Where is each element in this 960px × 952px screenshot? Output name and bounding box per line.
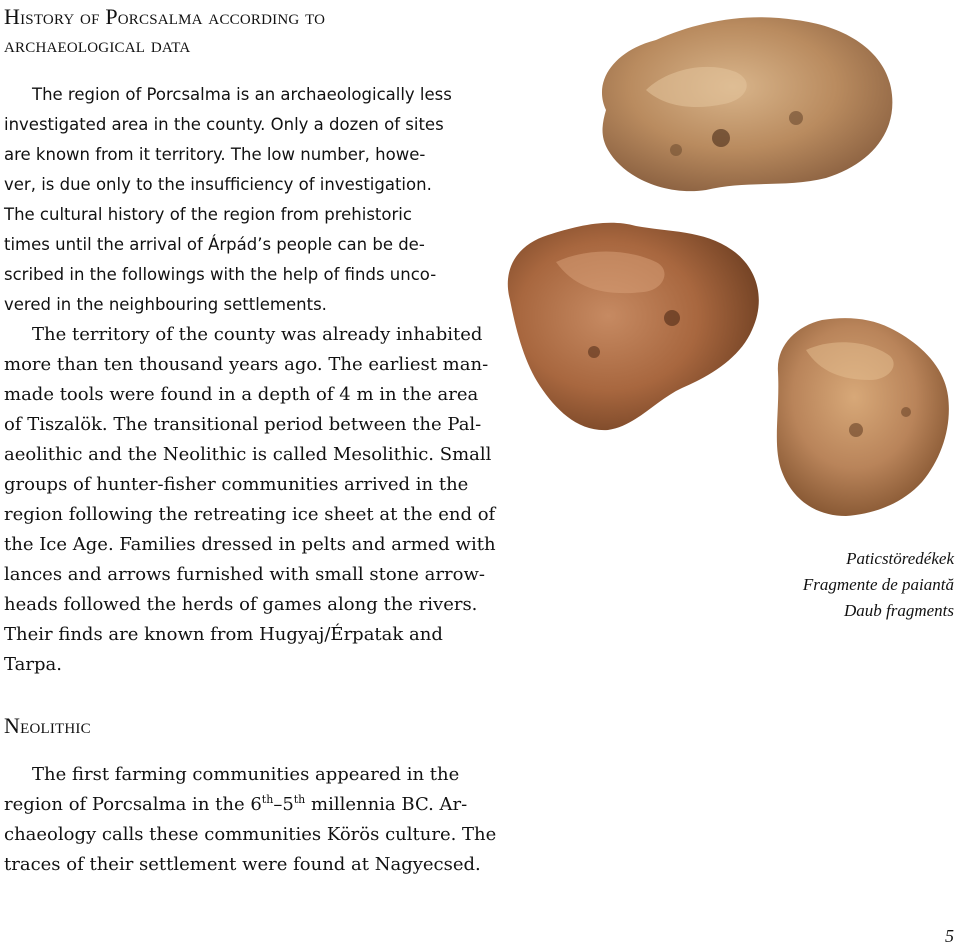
text-fragment: –5 (273, 794, 294, 815)
text-line: The territory of the county was already inhabited (32, 324, 483, 345)
fragment-middle (508, 223, 759, 430)
section-heading-neolithic: Neolithic (4, 713, 91, 738)
text-fragment: millennia BC. Ar- (305, 794, 468, 815)
daub-fragments-photo (496, 0, 960, 540)
text-line: The cultural history of the region from prehistoric (4, 205, 412, 224)
text-line: Tarpa. (4, 654, 62, 675)
paragraph-intro (4, 80, 462, 320)
text-line: of Tiszalök. The transitional period between the Pal- (4, 414, 482, 435)
text-line (4, 790, 466, 820)
text-line: vered in the neighbouring settlements. (4, 295, 327, 314)
caption-hungarian: Paticstöredékek (846, 549, 954, 568)
text-line: ver, is due only to the insufficiency of investigation. (4, 175, 432, 194)
text-line: scribed in the followings with the help of finds unco- (4, 265, 437, 284)
text-line: investigated area in the county. Only a dozen of sites (4, 115, 444, 134)
text-line: are known from it territory. The low number, howe- (4, 145, 426, 164)
text-line: chaeology calls these communities Körös culture. The (4, 824, 497, 845)
text-line: The first farming communities appeared in the (32, 764, 460, 785)
paragraph-neolithic (4, 760, 497, 880)
text-line: the Ice Age. Families dressed in pelts and armed with (4, 534, 496, 555)
text-line: aeolithic and the Neolithic is called Mesolithic. Small (4, 444, 492, 465)
text-line: traces of their settlement were found at Nagyecsed. (4, 854, 481, 875)
fragment-top (602, 17, 892, 191)
text-line: more than ten thousand years ago. The earliest man- (4, 354, 489, 375)
superscript: th (293, 793, 306, 806)
text-line: times until the arrival of Árpád’s people can be de- (4, 235, 425, 254)
text-line: Their finds are known from Hugyaj/Érpatak and (4, 624, 443, 645)
paragraph-mesolithic (4, 320, 496, 680)
page-number: 5 (945, 926, 954, 946)
text-line: region following the retreating ice sheet at the end of (4, 504, 496, 525)
text-line: made tools were found in a depth of 4 m in the area (4, 384, 479, 405)
figure-caption (803, 546, 954, 624)
caption-english: Daub fragments (843, 601, 954, 620)
section-heading-history: History of Porcsalma according to archaeological data (4, 4, 326, 57)
text-fragment: region of Porcsalma in the 6 (4, 794, 262, 815)
text-line: The region of Porcsalma is an archaeologically less (32, 85, 452, 104)
superscript: th (261, 793, 274, 806)
caption-romanian: Fragmente de paiantă (802, 575, 954, 594)
text-line: heads followed the herds of games along the rivers. (4, 594, 478, 615)
text-line: groups of hunter-fisher communities arrived in the (4, 474, 469, 495)
text-line: lances and arrows furnished with small stone arrow- (4, 564, 485, 585)
